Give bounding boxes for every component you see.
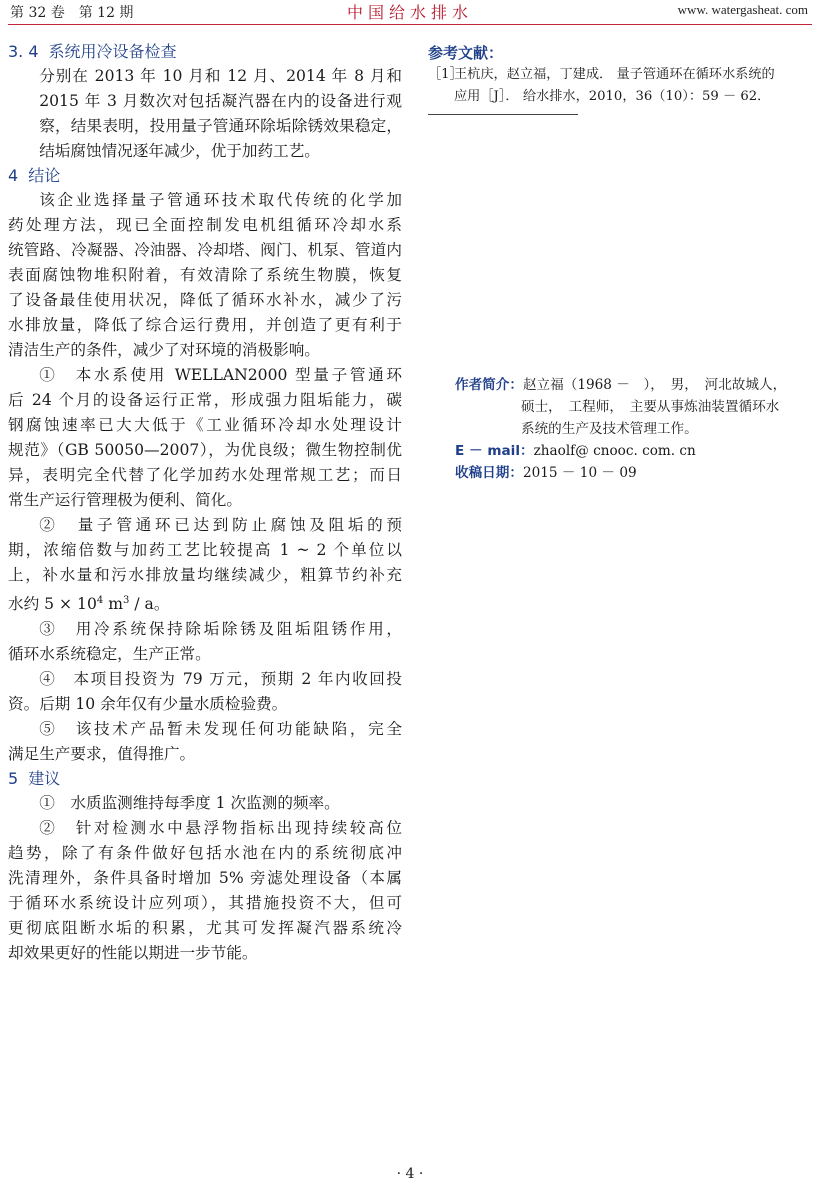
volume-issue: 第 32 卷 第 12 期 bbox=[10, 5, 134, 21]
text-line: 异，表明完全代替了化学加药水处理常规工艺；而日 bbox=[8, 466, 402, 484]
text-line: 满足生产要求，值得推广。 bbox=[8, 745, 196, 764]
conclusion-item-5 bbox=[8, 717, 402, 767]
reference-line: 应用［J］． 给水排水，2010，36（10）：59 － 62． bbox=[454, 89, 771, 104]
conclusion-item-4 bbox=[8, 667, 402, 717]
reference-item bbox=[428, 64, 812, 108]
text-line: 常生产运行管理极为便利、简化。 bbox=[8, 491, 242, 509]
text-line: 钢腐蚀速率已大大低于《工业循环冷却水处理设计 bbox=[8, 416, 402, 434]
text-line: 后 24 个月的设备运行正常，形成强力阻垢能力，碳 bbox=[8, 391, 402, 409]
section-heading-3-4 bbox=[8, 40, 402, 64]
text-line: ① 本水系使用 WELLAN2000 型量子管通环 bbox=[39, 366, 402, 384]
text-line: 药处理方法，现已全面控制发电机组循环冷却水系 bbox=[8, 216, 402, 234]
text-line-with-formula bbox=[8, 588, 402, 617]
text-line: 资。后期 10 余年仅有少量水质检验费。 bbox=[8, 695, 288, 714]
header-divider bbox=[8, 24, 812, 25]
text-line: ② 量子管通环已达到防止腐蚀及阻垢的预 bbox=[39, 516, 402, 534]
formula-unit-exponent: 3 bbox=[123, 595, 130, 606]
text-line: ③ 用冷系统保持除垢除锈及阻垢阻锈作用， bbox=[39, 620, 402, 639]
conclusion-item-2 bbox=[8, 513, 402, 617]
section-number: 5 bbox=[8, 769, 19, 789]
reference-line: 王杭庆，赵立福，丁建成． 量子管通环在循环水系统的 bbox=[454, 67, 775, 82]
text-line: 该企业选择量子管通环技术取代传统的化学加 bbox=[39, 191, 402, 209]
text-line: 了设备最佳使用状况，降低了循环水补水，减少了污 bbox=[8, 291, 402, 309]
section-title: 建议 bbox=[28, 769, 61, 789]
section-title: 结论 bbox=[28, 166, 61, 185]
text-line: 于循环水系统设计应列项），其措施投资不大，但可 bbox=[8, 894, 402, 913]
text-line: 2015 年 3 月数次对包括凝汽器在内的设备进行观 bbox=[39, 92, 402, 110]
text-line: 分别在 2013 年 10 月和 12 月、2014 年 8 月和 bbox=[39, 67, 402, 85]
text-line: 规范》（GB 50050—2007），为优良级；微生物控制优 bbox=[8, 441, 402, 459]
text-line: 表面腐蚀物堆积附着，有效清除了系统生物膜，恢复 bbox=[8, 266, 402, 284]
author-bio-row bbox=[455, 374, 815, 396]
text-line: 循环水系统稳定，生产正常。 bbox=[8, 645, 211, 664]
author-label: 作者简介： bbox=[455, 377, 523, 393]
conclusion-item-1 bbox=[8, 363, 402, 513]
reference-number: ［1］ bbox=[428, 67, 463, 82]
text-line: 洗清理外，条件具备时增加 5% 旁滤处理设备（本属 bbox=[8, 869, 402, 888]
email-row bbox=[455, 440, 815, 462]
page-number: · 4 · bbox=[396, 1166, 424, 1182]
author-line: 赵立福（1968 － ）， 男， 河北故城人， bbox=[522, 377, 787, 393]
text-line: ② 针对检测水中悬浮物指标出现持续较高位 bbox=[39, 819, 402, 838]
journal-title: 中国给水排水 bbox=[346, 3, 473, 22]
text-line: 趋势，除了有条件做好包括水池在内的系统彻底冲 bbox=[8, 844, 402, 863]
formula-exponent: 4 bbox=[96, 595, 104, 606]
author-info bbox=[455, 374, 815, 484]
section-title: 系统用冷设备检查 bbox=[48, 42, 177, 61]
formula-post: / a。 bbox=[129, 595, 170, 614]
formula-pre: 水约 5 × 10 bbox=[8, 595, 97, 614]
section-heading-5 bbox=[8, 767, 402, 791]
footnote-divider bbox=[428, 114, 578, 115]
text-line: 水排放量，降低了综合运行费用，并创造了更有利于 bbox=[8, 316, 402, 334]
email-address[interactable]: zhaolf@ cnooc. com. cn bbox=[533, 443, 696, 459]
right-column bbox=[428, 42, 812, 115]
paragraph bbox=[8, 64, 402, 164]
section-number: 4 bbox=[8, 166, 19, 185]
section-heading-4 bbox=[8, 164, 402, 188]
author-line: 系统的生产及技术管理工作。 bbox=[521, 421, 698, 437]
suggestion-item-1 bbox=[8, 791, 402, 816]
text-line: ① 水质监测维持每季度 1 次监测的频率。 bbox=[39, 794, 340, 813]
section-number: 3. 4 bbox=[8, 42, 39, 61]
text-line: 上，补水量和污水排放量均继续减少，粗算节约补充 bbox=[8, 566, 402, 584]
text-line: 清洁生产的条件，减少了对环境的消极影响。 bbox=[8, 341, 320, 359]
text-line: 期，浓缩倍数与加药工艺比较提高 1 ~ 2 个单位以 bbox=[8, 541, 402, 559]
conclusion-intro bbox=[8, 188, 402, 363]
received-date-row bbox=[455, 462, 815, 484]
text-line: 察，结果表明，投用量子管通环除垢除锈效果稳定， bbox=[39, 117, 402, 135]
received-date-label: 收稿日期： bbox=[455, 465, 523, 481]
text-line: ⑤ 该技术产品暂未发现任何功能缺陷，完全 bbox=[39, 720, 402, 739]
suggestion-item-2 bbox=[8, 816, 402, 966]
received-date: 2015 － 10 － 09 bbox=[522, 465, 637, 481]
formula-unit: m bbox=[103, 595, 124, 614]
references-title: 参考文献： bbox=[428, 44, 504, 62]
conclusion-item-3 bbox=[8, 617, 402, 667]
email-label: E － mail： bbox=[455, 443, 534, 459]
journal-url[interactable]: www. watergasheat. com bbox=[677, 2, 808, 17]
text-line: 却效果更好的性能以期进一步节能。 bbox=[8, 944, 258, 963]
text-line: 结垢腐蚀情况逐年减少，优于加药工艺。 bbox=[39, 142, 320, 160]
text-line: 更彻底阻断水垢的积累，尤其可发挥凝汽器系统冷 bbox=[8, 919, 402, 938]
text-line: ④ 本项目投资为 79 万元，预期 2 年内收回投 bbox=[39, 670, 402, 689]
journal-header bbox=[0, 0, 820, 28]
left-column bbox=[8, 40, 402, 966]
author-line: 硕士， 工程师， 主要从事炼油装置循环水 bbox=[521, 399, 780, 415]
text-line: 统管路、冷凝器、冷油器、冷却塔、阀门、机泵、管道内 bbox=[8, 241, 402, 259]
